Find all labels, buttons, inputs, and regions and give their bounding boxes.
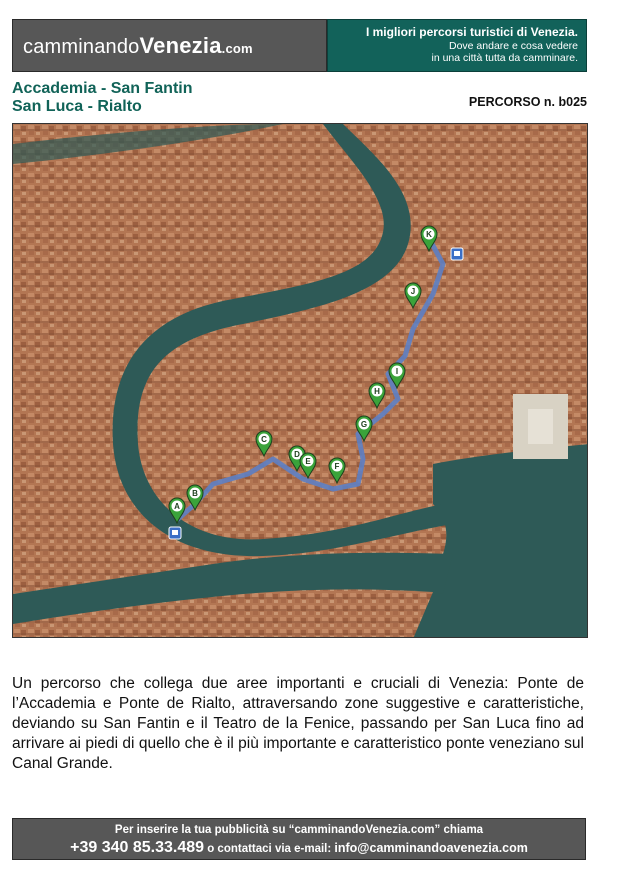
map-marker-label: A [174,502,180,511]
footer-line-1: Per inserire la tua pubblicità su “camminandoVenezia.com” chiama [114,824,484,836]
site-logo: camminandoVenezia.com [23,32,253,58]
route-description: Un percorso che collega due aree importanti e cruciali di Venezia: Ponte de l’Accademia e Ponte de Rialto, attraversando zone suggestive e caratteristiche, deviando su San Fantin e il Teatro de la Fenice, passando per San Luca fino ad arrivare ai piedi di quello che è il più importante e caratteristico ponte veneziano sul Canal Grande. [12,675,584,772]
map-svg [13,124,588,638]
footer-phone[interactable]: +39 340 85.33.489 [70,839,205,856]
transit-stop-icon [451,248,463,260]
tagline: I migliori percorsi turistici di Venezia. [365,25,578,39]
route-title-line-1: Accademia - San Fantin [12,80,193,97]
palazzo-ducale [528,409,553,444]
route-map[interactable] [12,123,588,638]
header-tagline-box [327,19,587,72]
subtitle-line-2: in una città tutta da camminare. [431,52,578,64]
map-marker-label: F [334,462,340,471]
map-marker-label: K [426,230,432,239]
route-title [12,80,193,116]
subtitle-line-1: Dove andare e cosa vedere [449,40,578,52]
site-logo-banner[interactable] [12,19,327,72]
map-marker-label: D [294,450,300,459]
footer-line-2: +39 340 85.33.489 o contattaci via e-mail: info@camminandoavenezia.com [70,839,528,856]
route-code: PERCORSO n. b025 [468,95,587,109]
advert-footer [12,818,586,860]
map-marker-label: C [261,435,267,444]
map-marker-label: B [192,489,198,498]
map-marker-label: E [305,457,311,466]
route-title-line-2: San Luca - Rialto [12,98,142,115]
transit-stop-icon [169,527,181,539]
map-marker-label: J [410,287,416,296]
map-marker-label: I [395,367,399,376]
map-marker-label: G [360,420,368,429]
map-marker-label: H [374,387,380,396]
footer-email[interactable]: info@camminandoavenezia.com [334,841,528,855]
